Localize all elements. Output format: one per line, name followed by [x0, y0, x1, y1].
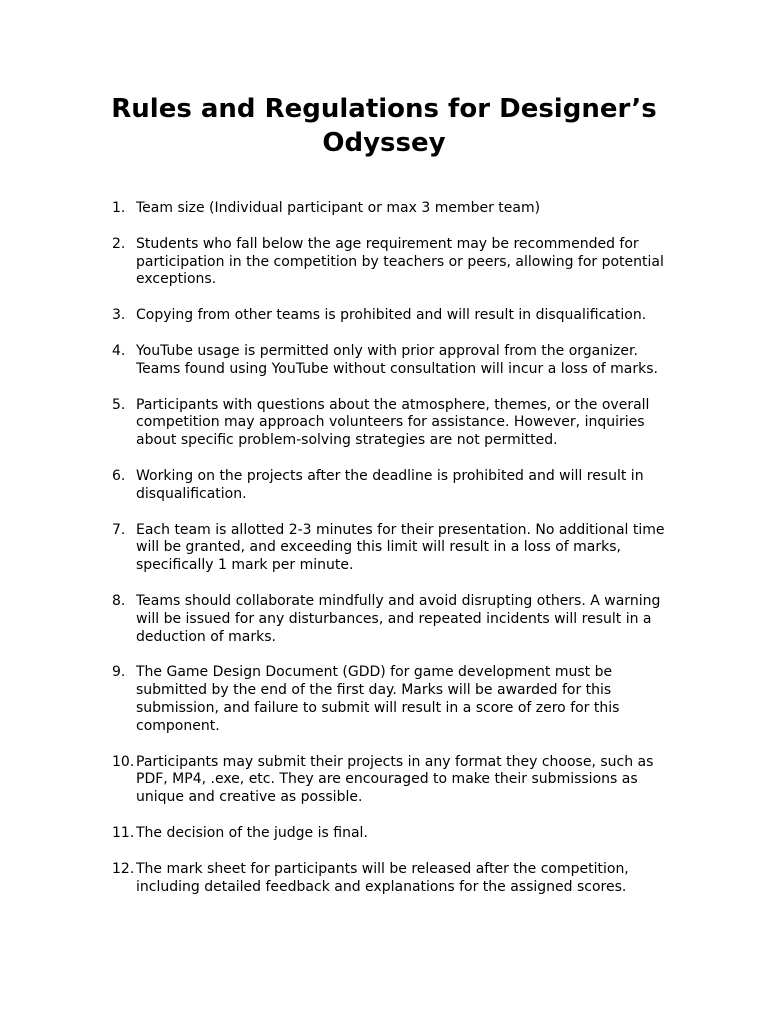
rule-text: Each team is allotted 2-3 minutes for their presentation. No additional time will be granted, and exceeding this limit will result in a loss of marks, specifically 1 mark per minute. — [136, 521, 665, 574]
rule-item-11 — [0, 825, 768, 843]
rule-text: Participants with questions about the atmosphere, themes, or the overall competition may approach volunteers for assistance. However, inquiries about specific problem-solving strategies are not permitted. — [136, 396, 650, 449]
rule-item-10 — [0, 754, 768, 807]
rule-number: 12. — [112, 860, 135, 877]
rule-text: The Game Design Document (GDD) for game development must be submitted by the end of the first day. Marks will be awarded for this submission, and failure to submit will result in a score of zero for this component. — [136, 664, 620, 734]
rule-number: 5. — [112, 396, 126, 413]
rule-text: The mark sheet for participants will be released after the competition, including detailed feedback and explanations for the assigned scores. — [136, 860, 629, 895]
rule-number: 9. — [112, 664, 126, 681]
rule-item-4 — [0, 343, 768, 379]
rule-number: 4. — [112, 342, 126, 359]
rule-item-12 — [0, 861, 768, 897]
rule-item-1 — [0, 200, 768, 218]
rule-text: Students who fall below the age requirement may be recommended for participation in the competition by teachers or peers, allowing for potential exceptions. — [136, 235, 664, 288]
rule-item-2 — [0, 236, 768, 289]
rule-text: Participants may submit their projects in any format they choose, such as PDF, MP4, .exe, etc. They are encouraged to make their submissions as unique and creative as possible. — [136, 753, 654, 806]
rule-text: Team size (Individual participant or max 3 member team) — [136, 200, 541, 216]
rule-item-7 — [0, 522, 768, 575]
rule-number: 8. — [112, 592, 126, 609]
rule-number: 1. — [112, 200, 126, 216]
rule-item-9 — [0, 664, 768, 735]
rule-text: Teams should collaborate mindfully and avoid disrupting others. A warning will be issued for any disturbances, and repeated incidents will result in a deduction of marks. — [136, 592, 661, 645]
rule-number: 2. — [112, 235, 126, 252]
rule-item-3 — [0, 307, 768, 325]
rule-text: The decision of the judge is final. — [136, 824, 368, 841]
rule-number: 7. — [112, 521, 126, 538]
rule-text: YouTube usage is permitted only with prior approval from the organizer. Teams found using YouTube without consultation will incur a loss of marks. — [136, 342, 658, 377]
rules-list — [0, 200, 768, 914]
rule-number: 10. — [112, 753, 135, 770]
rule-number: 3. — [112, 307, 126, 324]
rule-number: 11. — [112, 824, 135, 841]
rule-item-5 — [0, 397, 768, 450]
rule-item-6 — [0, 468, 768, 504]
rule-number: 6. — [112, 467, 126, 484]
rule-item-8 — [0, 593, 768, 646]
document-title: Rules and Regulations for Designer’s Odyssey — [111, 94, 657, 158]
rule-text: Working on the projects after the deadline is prohibited and will result in disqualification. — [136, 467, 644, 502]
rule-text: Copying from other teams is prohibited and will result in disqualification. — [136, 307, 647, 324]
